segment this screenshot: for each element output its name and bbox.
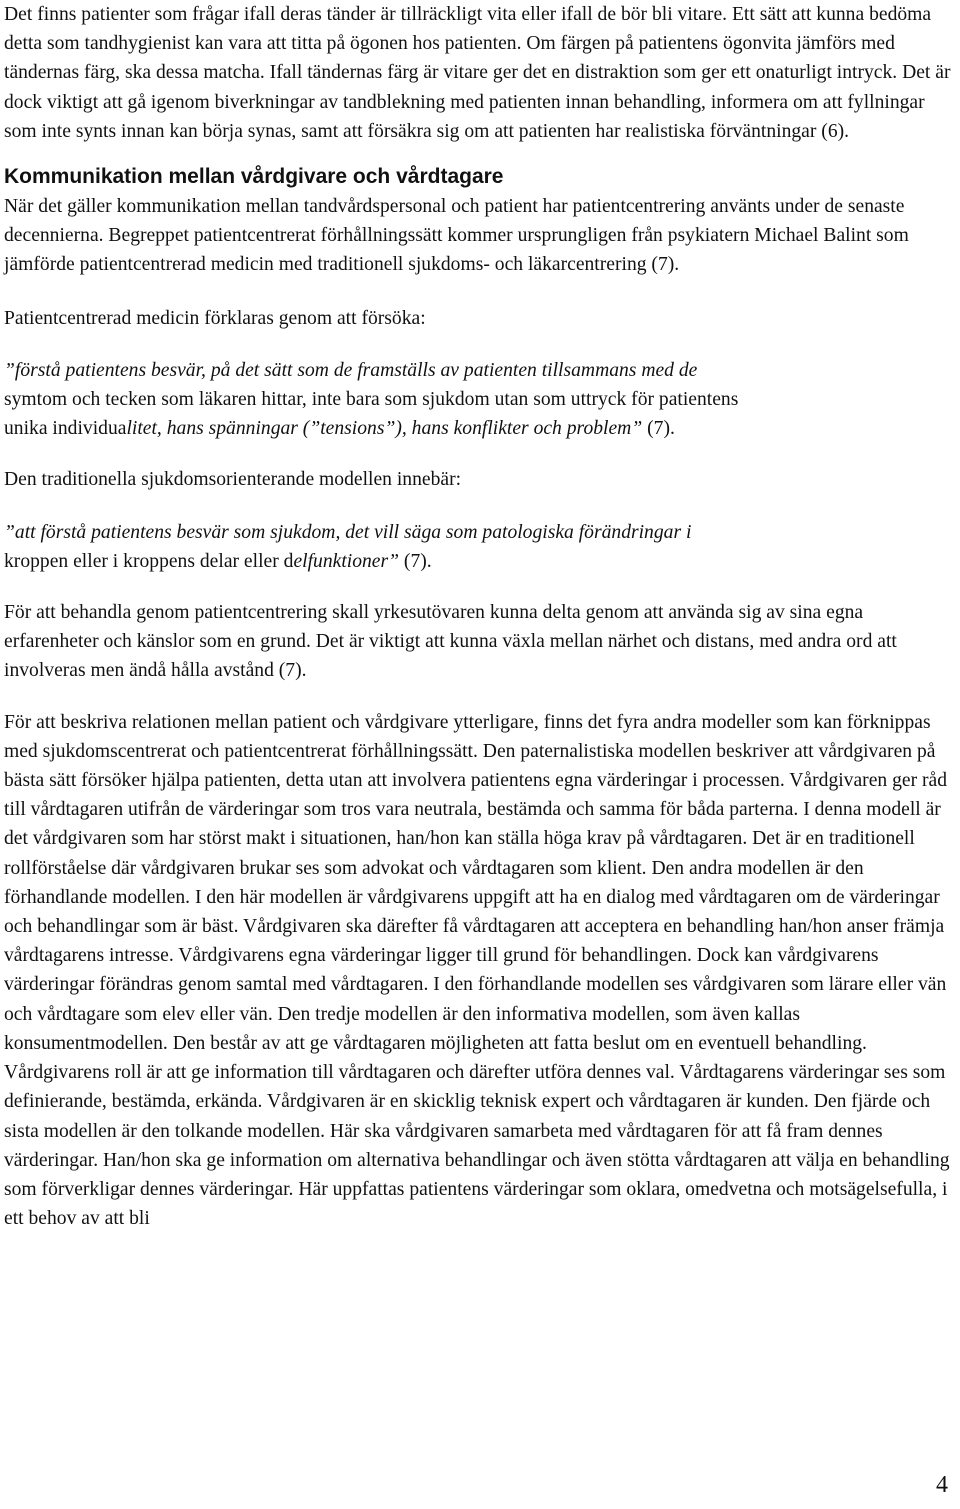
paragraph-tooth-whitening: Det finns patienter som frågar ifall deras tänder är tillräckligt vita eller ifall de bör bli vitare. Ett sätt att kunna bedöma detta som tandhygienist kan vara att titta på ögonen hos patienten. Om färgen på patientens ögonvita jämförs med tändernas färg, ska dessa matcha. Ifall tändernas färg är vitare ger det en distraktion som ger ett onaturligt intryck. Det är dock viktigt att gå igenom biverkningar av tandblekning med patienten innan behandling, informera om att fyllningar som inte synts innan kan börja synas, samt att försäkra sig om att patienten har realistiska förväntningar (6). [4, 4, 951, 142]
quote1-line1: ”förstå patientens besvär, på det sätt som de framställs av patienten tillsammans med de [4, 359, 698, 381]
paragraph-patient-centered-intro: Patientcentrerad medicin förklaras genom att försöka: [4, 307, 426, 329]
quote-traditional [4, 518, 956, 576]
quote-patient-centered [4, 356, 956, 444]
page-number: 4 [936, 1472, 948, 1498]
quote1-reference: (7). [642, 418, 675, 440]
quote1-line3-italic: litet, hans spänningar (”tensions”), hans konflikter och problem” [126, 418, 643, 440]
quote1-line3-normal: unika individua [4, 418, 127, 440]
document-page [4, 0, 956, 1233]
paragraph-treatment: För att behandla genom patientcentrering skall yrkesutövaren kunna delta genom att använda sig av sina egna erfarenheter och känslor som en grund. Det är viktigt att kunna växla mellan närhet och distans, med andra ord att involveras men ändå hålla avstånd (7). [4, 602, 897, 682]
quote2-line2-italic: elfunktioner” [293, 550, 400, 572]
paragraph-models: För att beskriva relationen mellan patient och vårdgivare ytterligare, finns det fyra andra modeller som kan förknippas med sjukdomscentrerat och patientcentrerat förhållningssätt. Den paternalistiska modellen beskriver att vårdgivaren på bästa sätt försöker hjälpa patienten, detta utan att involvera patientens egna värderingar i processen. Vårdgivaren ger råd till vårdtagaren utifrån de värderingar som tros vara neutrala, bestämda och samma för båda parterna. I denna modell är det vårdgivaren som har störst makt i situationen, han/hon kan ställa höga krav på vårdtagaren. Det är en traditionell rollförståelse där vårdgivaren brukar ses som advokat och vårdtagaren som klient. Den andra modellen är den förhandlande modellen. I den här modellen är vårdgivarens uppgift att ha en dialog med vårdtagaren om de värderingar och behandlingar som är bäst. Vårdgivaren ska därefter få vårdtagaren att acceptera en behandling han/hon anser främja vårdtagarens intresse. Vårdgivarens egna värderingar ligger till grund för behandlingen. Dock kan vårdgivarens värderingar förändras genom samtal med vårdtagaren. I den förhandlande modellen ses vårdgivaren som lärare eller vän och vårdtagare som elev eller vän. Den tredje modellen är den informativa modellen, som även kallas konsumentmodellen. Den består av att ge vårdtagaren möjligheten att fatta beslut om en eventuell behandling. Vårdgivarens roll är att ge information till vårdtagaren och därefter utföra dennes val. Vårdtagarens värderingar ses som definierande, bestämda, erkända. Vårdgivaren är en skicklig teknisk expert och vårdtagaren är kunden. Den fjärde och sista modellen är den tolkande modellen. Här ska vårdgivaren samarbeta med vårdtagaren för att få fram dennes värderingar. Han/hon ska ge information om alternativa behandlingar och även stötta vårdtagaren att välja en behandling som förverkligar dennes värderingar. Här uppfattas patientens värderingar som oklara, omedvetna och motsägelsefulla, i ett behov av att bli [4, 711, 950, 1230]
quote2-reference: (7). [399, 550, 432, 572]
quote2-line1: ”att förstå patientens besvär som sjukdom, det vill säga som patologiska förändringar i [4, 521, 692, 543]
paragraph-communication: När det gäller kommunikation mellan tandvårdspersonal och patient har patientcentrering använts under de senaste decennierna. Begreppet patientcentrerat förhållningssätt kommer ursprungligen från psykiatern Michael Balint som jämförde patientcentrerad medicin med traditionell sjukdoms- och läkarcentrering (7). [4, 196, 909, 276]
paragraph-traditional-intro: Den traditionella sjukdomsorienterande modellen innebär: [4, 469, 462, 491]
quote2-line2-normal: kroppen eller i kroppens delar eller d [4, 550, 294, 572]
quote1-line2: symtom och tecken som läkaren hittar, inte bara som sjukdom utan som uttryck för patientens [4, 389, 739, 411]
section-heading: Kommunikation mellan vårdgivare och vårdtagare [4, 165, 504, 189]
